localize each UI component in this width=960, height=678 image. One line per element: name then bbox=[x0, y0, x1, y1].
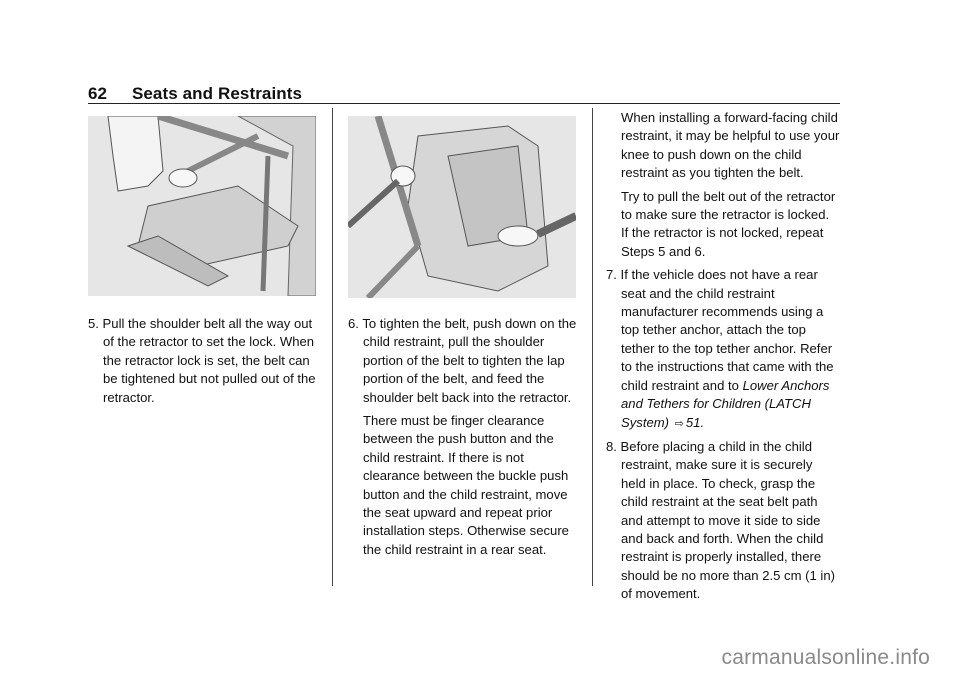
forward-facing-tip: When installing a forward-facing child restraint, it may be helpful to use your knee to push down on the child restraint as you tighten the belt. bbox=[621, 110, 840, 181]
column-3 bbox=[606, 109, 840, 604]
step-8: 8. Before placing a child in the child restraint, make sure it is securely held in place. To check, grasp the child restraint at the seat belt path and attempt to move it side to side and back and forth. When the child restraint is properly installed, there should be no more than 2.5 cm (1 in) of movement. bbox=[606, 438, 835, 602]
page-ref-arrow-icon: ⇨ bbox=[674, 417, 684, 430]
page-reference[interactable]: 51. bbox=[685, 414, 705, 430]
column-divider bbox=[332, 108, 333, 586]
section-title: Seats and Restraints bbox=[131, 84, 303, 103]
column-divider bbox=[592, 108, 593, 586]
step-6: 6. To tighten the belt, push down on the child restraint, pull the shoulder portion of the belt to tighten the lap portion of the belt, and feed the shoulder belt back into the retractor. bbox=[348, 316, 577, 405]
step-7 bbox=[606, 266, 840, 433]
column-1 bbox=[88, 315, 326, 407]
clearance-note: There must be finger clearance between the push button and the child restraint. If there is not clearance between the buckle push button and the child restraint, move the seat upward and repeat prior installation steps. Otherwise secure the child restraint in a rear seat. bbox=[363, 413, 569, 557]
header-rule bbox=[88, 103, 840, 104]
step-5: 5. Pull the shoulder belt all the way out of the retractor to set the lock. When the retractor lock is set, the belt can be tightened but not pulled out of the retractor. bbox=[88, 316, 316, 405]
tighten-belt-drawing bbox=[348, 116, 576, 298]
page-number: 62 bbox=[88, 84, 108, 103]
belt-retractor-illustration bbox=[88, 116, 316, 296]
watermark: carmanualsonline.info bbox=[721, 646, 930, 669]
page-header bbox=[88, 84, 302, 104]
column-2 bbox=[348, 315, 580, 559]
tighten-belt-illustration bbox=[348, 116, 576, 298]
retractor-check: Try to pull the belt out of the retractor to make sure the retractor is locked. If the retractor is not locked, repeat Steps 5 and 6. bbox=[621, 188, 836, 259]
belt-retractor-drawing bbox=[88, 116, 316, 296]
latch-link[interactable]: Lower Anchors and Tethers for Children (LATCH System) bbox=[621, 377, 830, 430]
step-7-text: 7. If the vehicle does not have a rear seat and the child restraint manufacturer recommends using a top tether anchor, attach the top tether to the top tether anchor. Refer to the instructions that came with the child restraint and to bbox=[606, 267, 834, 393]
